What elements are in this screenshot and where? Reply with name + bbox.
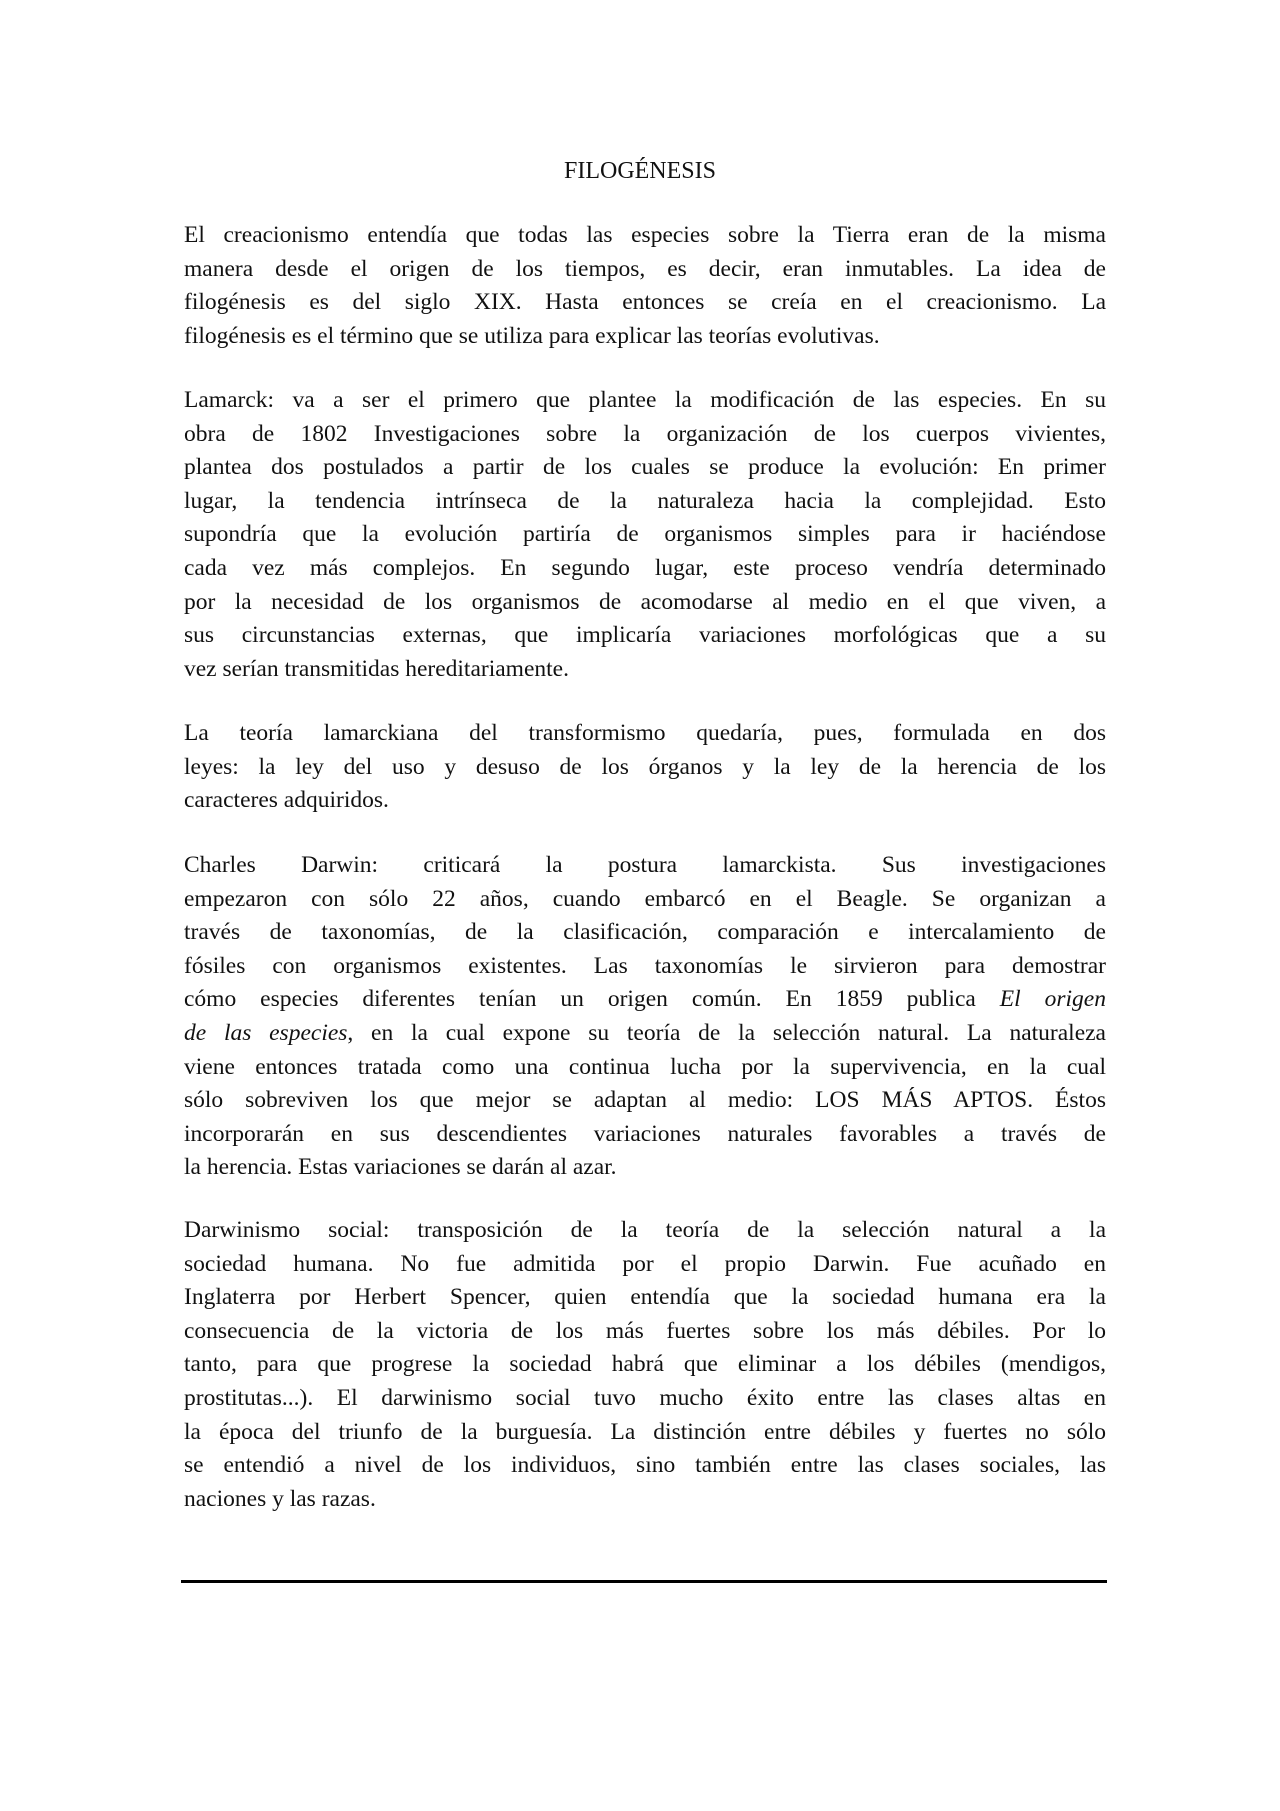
document-title: FILOGÉNESIS — [563, 158, 716, 184]
text-line — [184, 286, 1106, 320]
text-segment: través de taxonomías, de la clasificación, comparación e intercalamiento de — [184, 919, 1106, 946]
text-segment: plantea dos postulados a partir de los cuales se produce la evolución: En primer — [184, 454, 1106, 481]
text-segment: prostitutas...). El darwinismo social tuvo mucho éxito entre las clases altas en — [184, 1384, 1106, 1411]
text-segment: filogénesis es el término que se utiliza para explicar las teorías evolutivas. — [184, 322, 880, 349]
text-line — [184, 586, 1106, 620]
text-line — [184, 1416, 1106, 1450]
text-segment: naciones y las razas. — [184, 1485, 376, 1512]
text-segment: por la necesidad de los organismos de acomodarse al medio en el que viven, a — [184, 588, 1106, 615]
text-line — [184, 751, 1106, 785]
text-line — [184, 1017, 1106, 1051]
text-segment: sus circunstancias externas, que implicaría variaciones morfológicas que a su — [184, 622, 1106, 649]
text-segment: , en la cual expone su teoría de la selección natural. La naturaleza — [347, 1019, 1106, 1046]
text-line — [184, 1214, 1106, 1248]
paragraph — [184, 717, 1106, 818]
text-segment: filogénesis es del siglo XIX. Hasta entonces se creía en el creacionismo. La — [184, 289, 1106, 316]
text-line — [184, 552, 1106, 586]
text-line — [184, 253, 1106, 287]
text-line — [184, 1151, 1106, 1185]
text-segment: incorporarán en sus descendientes variaciones naturales favorables a través de — [184, 1120, 1106, 1147]
paragraph — [184, 384, 1106, 686]
text-line — [184, 485, 1106, 519]
text-segment: Lamarck: va a ser el primero que plantee la modificación de las especies. En su — [184, 387, 1106, 413]
text-segment: cada vez más complejos. En segundo lugar, este proceso vendría determinado — [184, 554, 1106, 581]
text-line — [184, 784, 1106, 818]
text-line — [184, 518, 1106, 552]
text-segment: caracteres adquiridos. — [184, 787, 389, 814]
text-segment: tanto, para que progrese la sociedad habrá que eliminar a los débiles (mendigos, — [184, 1351, 1106, 1378]
text-segment: obra de 1802 Investigaciones sobre la organización de los cuerpos vivientes, — [184, 420, 1106, 447]
text-segment: sólo sobreviven los que mejor se adaptan al medio: LOS MÁS APTOS. Éstos — [184, 1087, 1106, 1114]
text-line — [184, 1248, 1106, 1282]
text-line — [184, 883, 1106, 917]
text-line — [184, 219, 1106, 253]
text-segment: cómo especies diferentes tenían un origen común. En 1859 publica — [184, 986, 1000, 1013]
text-segment: Inglaterra por Herbert Spencer, quien entendía que la sociedad humana era la — [184, 1284, 1106, 1311]
footer-divider — [181, 1580, 1107, 1583]
text-line — [184, 418, 1106, 452]
text-segment: viene entonces tratada como una continua lucha por la supervivencia, en la cual — [184, 1053, 1106, 1080]
text-segment: supondría que la evolución partiría de organismos simples para ir haciéndose — [184, 521, 1106, 548]
text-line — [184, 320, 1106, 354]
text-line — [184, 1382, 1106, 1416]
text-segment: la época del triunfo de la burguesía. La distinción entre débiles y fuertes no sólo — [184, 1418, 1106, 1445]
text-segment: fósiles con organismos existentes. Las taxonomías le sirvieron para demostrar — [184, 952, 1106, 979]
text-segment: Darwinismo social: transposición de la teoría de la selección natural a la — [184, 1217, 1106, 1243]
text-line — [184, 916, 1106, 950]
text-line — [184, 1281, 1106, 1315]
italic-book-title: El origen — [999, 986, 1106, 1013]
paragraph — [184, 1214, 1106, 1516]
text-line — [184, 451, 1106, 485]
text-line — [184, 1315, 1106, 1349]
paragraph — [184, 849, 1106, 1185]
paragraph — [184, 219, 1106, 353]
text-line — [184, 619, 1106, 653]
text-segment: leyes: la ley del uso y desuso de los órganos y la ley de la herencia de los — [184, 753, 1106, 780]
text-segment: El creacionismo entendía que todas las especies sobre la Tierra eran de la misma — [184, 222, 1106, 248]
text-line — [184, 384, 1106, 418]
italic-book-title: de las especies — [184, 1019, 348, 1046]
text-line — [184, 1449, 1106, 1483]
text-line — [184, 950, 1106, 984]
text-segment: lugar, la tendencia intrínseca de la naturaleza hacia la complejidad. Esto — [184, 487, 1106, 514]
text-segment: vez serían transmitidas hereditariamente. — [184, 655, 569, 682]
text-segment: la herencia. Estas variaciones se darán al azar. — [184, 1154, 617, 1181]
text-segment: empezaron con sólo 22 años, cuando embarcó en el Beagle. Se organizan a — [184, 885, 1106, 912]
text-line — [184, 1118, 1106, 1152]
text-segment: sociedad humana. No fue admitida por el propio Darwin. Fue acuñado en — [184, 1250, 1106, 1277]
text-line — [184, 1348, 1106, 1382]
text-line — [184, 1084, 1106, 1118]
text-segment: se entendió a nivel de los individuos, sino también entre las clases sociales, las — [184, 1452, 1106, 1479]
text-line — [184, 1483, 1106, 1517]
text-line — [184, 849, 1106, 883]
text-line — [184, 1051, 1106, 1085]
text-line — [184, 717, 1106, 751]
text-line — [184, 653, 1106, 687]
text-segment: Charles Darwin: criticará la postura lamarckista. Sus investigaciones — [184, 852, 1106, 878]
text-segment: La teoría lamarckiana del transformismo quedaría, pues, formulada en dos — [184, 720, 1106, 746]
text-segment: consecuencia de la victoria de los más fuertes sobre los más débiles. Por lo — [184, 1317, 1106, 1344]
text-line — [184, 983, 1106, 1017]
text-segment: manera desde el origen de los tiempos, es decir, eran inmutables. La idea de — [184, 255, 1106, 282]
